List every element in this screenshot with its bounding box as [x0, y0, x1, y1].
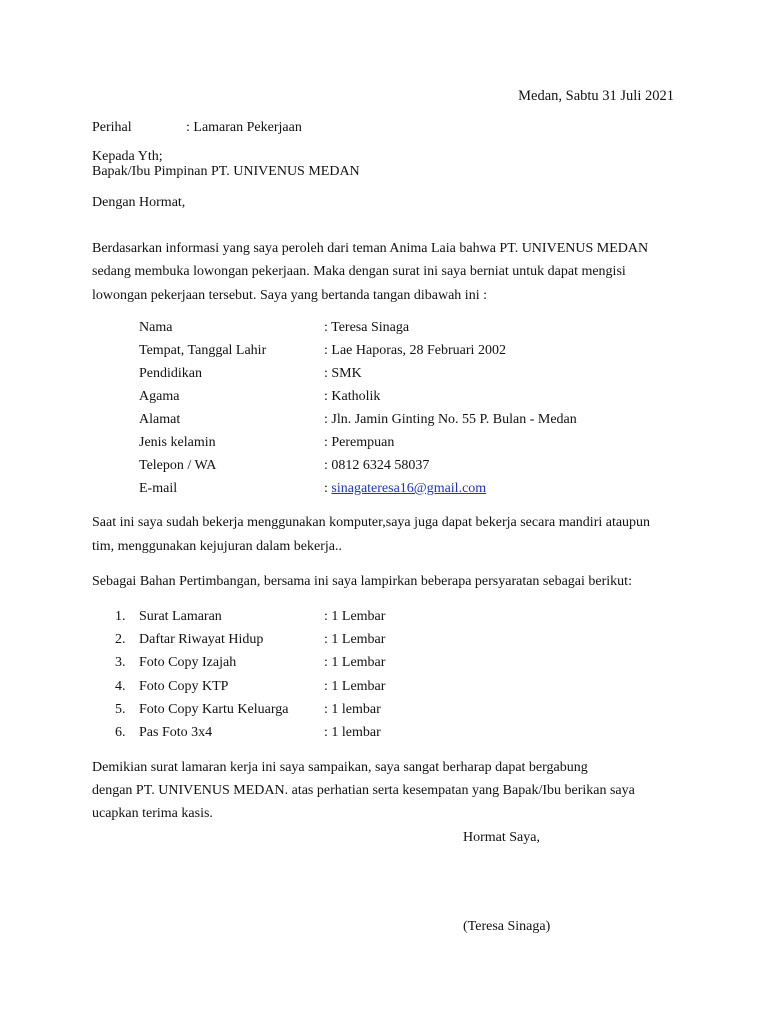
- field-value: : 0812 6324 58037: [324, 458, 430, 473]
- field-label: Jenis kelamin: [139, 435, 216, 450]
- field-label: Tempat, Tanggal Lahir: [139, 343, 267, 358]
- list-value: : 1 lembar: [324, 725, 381, 740]
- field-label: Pendidikan: [139, 366, 202, 381]
- intro-line: Berdasarkan informasi yang saya peroleh dari teman Anima Laia bahwa PT. UNIVENUS MEDAN: [92, 241, 649, 256]
- list-value: : 1 lembar: [324, 702, 381, 717]
- intro-line: lowongan pekerjaan tersebut. Saya yang bertanda tangan dibawah ini :: [92, 288, 487, 303]
- field-label: Alamat: [139, 412, 181, 427]
- table-row: [0, 436, 768, 454]
- table-row: [0, 344, 768, 362]
- list-value: : 1 Lembar: [324, 679, 386, 694]
- email-value: [324, 482, 486, 496]
- subject-value: : Lamaran Pekerjaan: [186, 120, 302, 135]
- list-label: Daftar Riwayat Hidup: [139, 632, 264, 647]
- list-label: Foto Copy KTP: [139, 679, 229, 694]
- field-label: Nama: [139, 320, 173, 335]
- skills-line: tim, menggunakan kejujuran dalam bekerja..: [92, 539, 342, 554]
- email-label: E-mail: [139, 481, 178, 496]
- field-label: Agama: [139, 389, 180, 404]
- list-label: Foto Copy Kartu Keluarga: [139, 702, 289, 717]
- table-row: [0, 367, 768, 385]
- email-colon: :: [324, 481, 328, 496]
- table-row: [0, 390, 768, 408]
- list-item: [0, 726, 768, 744]
- skills-line: Saat ini saya sudah bekerja menggunakan komputer,saya juga dapat bekerja secara mandiri ataupun: [92, 515, 651, 530]
- signature-name: (Teresa Sinaga): [463, 919, 551, 934]
- list-value: : 1 Lembar: [324, 632, 386, 647]
- field-value: : Lae Haporas, 28 Februari 2002: [324, 343, 506, 358]
- field-value: : SMK: [324, 366, 362, 381]
- list-label: Foto Copy Izajah: [139, 655, 237, 670]
- recipient-line-2: Bapak/Ibu Pimpinan PT. UNIVENUS MEDAN: [92, 164, 360, 179]
- field-label: Telepon / WA: [139, 458, 217, 473]
- field-value: : Teresa Sinaga: [324, 320, 410, 335]
- list-number: 3.: [115, 655, 126, 670]
- list-number: 2.: [115, 632, 126, 647]
- recipient-line-1: Kepada Yth;: [92, 149, 163, 164]
- field-value: : Perempuan: [324, 435, 395, 450]
- list-item: [0, 633, 768, 651]
- intro-line: sedang membuka lowongan pekerjaan. Maka dengan surat ini saya berniat untuk dapat mengisi: [92, 264, 626, 279]
- closing-line: dengan PT. UNIVENUS MEDAN. atas perhatian serta kesempatan yang Bapak/Ibu berikan saya: [92, 783, 635, 798]
- sign-off: Hormat Saya,: [463, 830, 540, 845]
- closing-line: ucapkan terima kasis.: [92, 806, 213, 821]
- list-value: : 1 Lembar: [324, 609, 386, 624]
- table-row: [0, 482, 768, 500]
- list-number: 6.: [115, 725, 126, 740]
- email-link[interactable]: sinagateresa16@gmail.com: [331, 481, 487, 496]
- table-row: [0, 459, 768, 477]
- list-label: Surat Lamaran: [139, 609, 222, 624]
- field-value: : Katholik: [324, 389, 381, 404]
- greeting: Dengan Hormat,: [92, 195, 186, 210]
- list-item: [0, 680, 768, 698]
- table-row: [0, 321, 768, 339]
- subject-label: Perihal: [92, 120, 132, 135]
- list-number: 1.: [115, 609, 126, 624]
- list-number: 5.: [115, 702, 126, 717]
- list-item: [0, 703, 768, 721]
- list-value: : 1 Lembar: [324, 655, 386, 670]
- list-item: [0, 656, 768, 674]
- letter-date: Medan, Sabtu 31 Juli 2021: [518, 88, 674, 104]
- list-item: [0, 610, 768, 628]
- list-label: Pas Foto 3x4: [139, 725, 213, 740]
- table-row: [0, 413, 768, 431]
- list-number: 4.: [115, 679, 126, 694]
- attachments-intro: Sebagai Bahan Pertimbangan, bersama ini saya lampirkan beberapa persyaratan sebagai berikut:: [92, 574, 632, 589]
- closing-line: Demikian surat lamaran kerja ini saya sampaikan, saya sangat berharap dapat bergabung: [92, 760, 588, 775]
- field-value: : Jln. Jamin Ginting No. 55 P. Bulan - Medan: [324, 412, 577, 427]
